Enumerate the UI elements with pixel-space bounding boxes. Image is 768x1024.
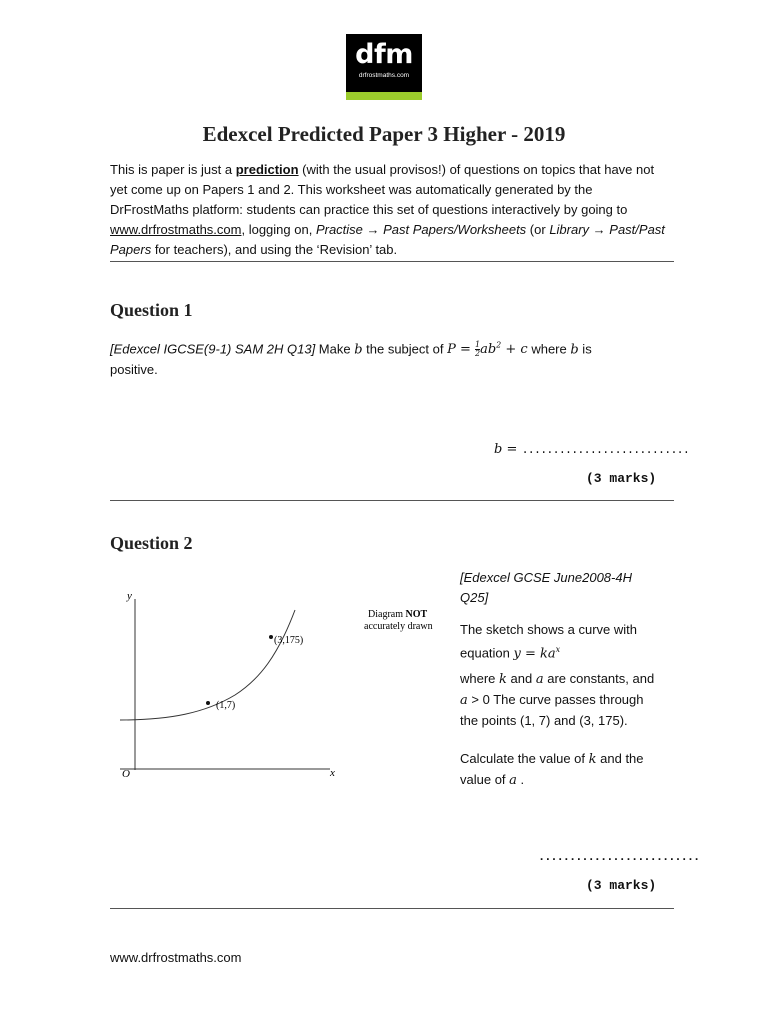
logo-subtext: drfrostmaths.com [358, 72, 410, 79]
question1-text [110, 336, 630, 380]
question2-text3 [460, 749, 660, 791]
question2-text2 [460, 669, 660, 731]
point1-label: (1,7) [216, 700, 236, 711]
equation-p [447, 342, 528, 357]
q1-text-part: is positive. [110, 341, 592, 378]
var-b: b [570, 342, 579, 358]
q2-text-part: . [516, 772, 525, 787]
note-pre: Diagram [368, 609, 406, 620]
var-k: k [499, 672, 507, 687]
q1-text-part: where [527, 341, 571, 357]
intro-text: (with the usual provisos!) of questions on topics that have not yet come up on Papers 1 and 2. This worksheet was automatically generated by the DrFrostMaths platform: students can practice this set of questions interactively by going to [110, 162, 655, 217]
eq-rhs-c: + c [501, 342, 528, 358]
prediction-word: prediction [235, 162, 299, 177]
q2-text-part: and [506, 671, 536, 686]
var-a: a [460, 693, 468, 708]
diagram-note-line2: accurately drawn [364, 621, 433, 632]
origin-label: O [122, 768, 130, 780]
intro-text: for teachers), and using the ‘Revision’ tab. [151, 242, 398, 257]
var-a: a [509, 773, 517, 788]
intro-text: , logging on, [241, 222, 316, 237]
equation-y: y = ka [513, 646, 556, 662]
curve-diagram [110, 585, 450, 790]
eq-exp: x [555, 645, 561, 654]
question1-answer-line [494, 441, 689, 457]
eq-lhs: P = [447, 342, 475, 358]
q2-text-part: Calculate the value of [460, 751, 589, 766]
var-a: a [535, 672, 544, 687]
eq-exp: 2 [496, 341, 502, 350]
point-3-175 [269, 635, 273, 639]
dfm-logo [346, 34, 422, 92]
question2-source [460, 568, 660, 608]
question1-marks: (3 marks) [586, 471, 657, 486]
nav-path-practise: Practise → Past Papers/Worksheets [315, 222, 527, 237]
logo-accent-bar [346, 92, 422, 100]
question2-heading: Question 2 [110, 533, 193, 553]
page-title: Edexcel Predicted Paper 3 Higher - 2019 [202, 122, 566, 146]
divider [110, 908, 674, 909]
intro-paragraph [110, 160, 670, 260]
footer-url[interactable]: www.drfrostmaths.com [110, 950, 242, 965]
x-axis-label: x [330, 767, 335, 779]
q2-text-part: where [460, 671, 500, 686]
logo-text: dfm [355, 39, 413, 70]
diagram-note-line1 [368, 609, 428, 620]
q2-text-part: The sketch shows a curve with equation [460, 622, 638, 661]
source-text: [Edexcel GCSE June2008-4H Q25] [460, 570, 632, 605]
q1-text-part: the subject of [362, 341, 448, 357]
note-bold: NOT [405, 609, 428, 620]
question2-answer-dots: .......................... [538, 850, 700, 864]
site-link[interactable]: www.drfrostmaths.com [110, 222, 242, 237]
answer-label: b = [494, 442, 522, 457]
var-b: b [354, 342, 363, 358]
question1-heading: Question 1 [110, 300, 193, 320]
intro-text: (or [526, 222, 550, 237]
divider [110, 261, 674, 262]
q2-text-part: > 0 The curve passes through the points (1, 7) and (3, 175). [460, 692, 644, 728]
intro-text: This is paper is just a [110, 162, 236, 177]
q2-text-part: and the value of [460, 751, 644, 787]
frac-num: 1 [475, 340, 481, 350]
answer-dots: ........................... [521, 443, 689, 457]
question1-source: [Edexcel IGCSE(9-1) SAM 2H Q13] [110, 341, 316, 357]
q1-text-part: Make [315, 341, 355, 357]
eq-rhs: ab [480, 342, 497, 358]
nav-path-library: Library → Past/Past Papers [110, 222, 665, 257]
divider [110, 500, 674, 501]
y-axis-label: y [127, 590, 132, 602]
frac-den: 2 [475, 349, 481, 359]
var-k: k [588, 752, 597, 767]
q2-text-part: are constants, and [543, 671, 655, 686]
question2-text1 [460, 620, 660, 664]
point-1-7 [206, 701, 210, 705]
point2-label: (3,175) [274, 635, 304, 646]
question2-marks: (3 marks) [586, 878, 657, 893]
